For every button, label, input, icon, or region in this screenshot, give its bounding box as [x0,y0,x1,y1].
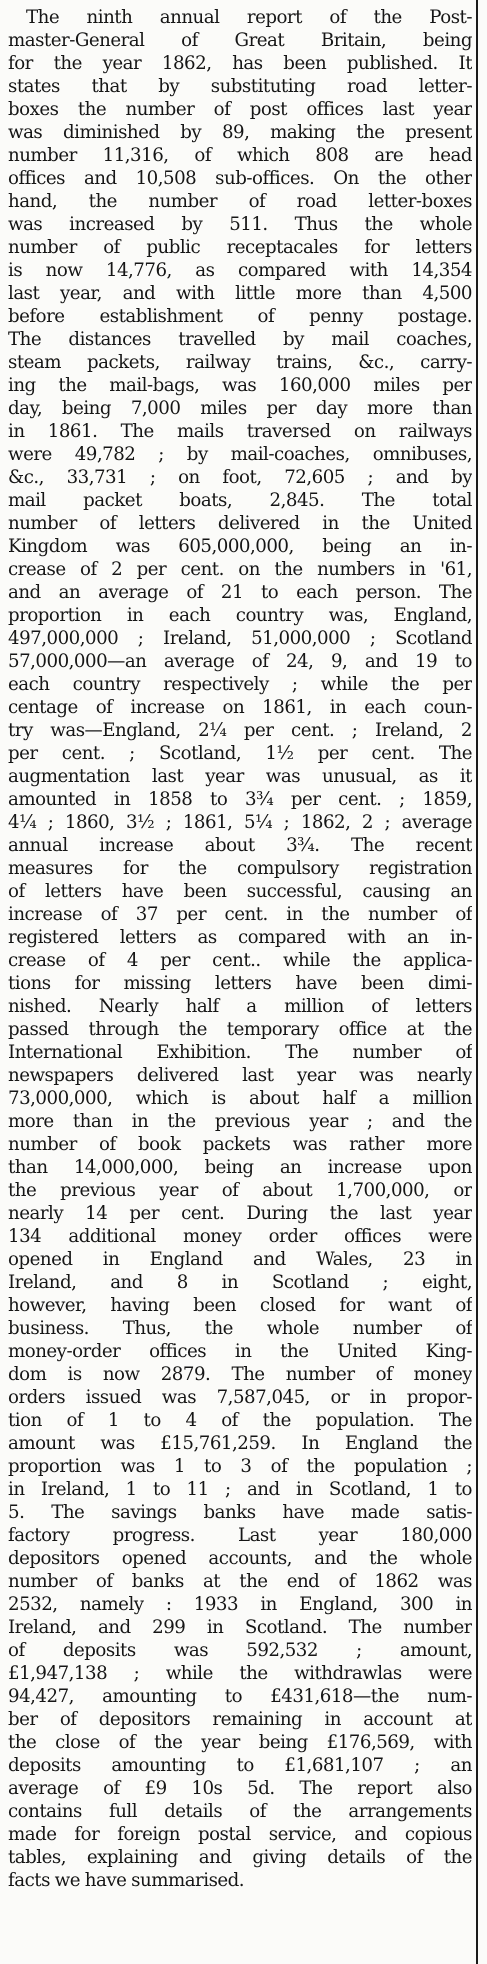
article-line: ber of depositors remaining in account at [8,1709,472,1730]
article-line: of deposits was 592,532 ; amount, [8,1640,472,1661]
article-line: The ninth annual report of the Post- [26,7,472,28]
article-line: £1,947,138 ; while the withdrawlas were [8,1663,472,1684]
article-line: measures for the compulsory registration [8,858,472,879]
article-line: before establishment of penny postage. [8,306,472,327]
article-line: increase of 37 per cent. in the number of [8,904,472,925]
article-line: deposits amounting to £1,681,107 ; an [8,1755,472,1776]
article-line: average of £9 10s 5d. The report also [8,1778,472,1799]
column-rule [476,0,478,1964]
article-line: number of book packets was rather more [8,1134,472,1155]
article-line: is now 14,776, as compared with 14,354 [8,260,472,281]
article-line: newspapers delivered last year was nearly [8,1065,472,1086]
article-line: amount was £15,761,259. In England the [8,1433,472,1454]
article-line: number of letters delivered in the United [8,513,472,534]
article-line: made for foreign postal service, and copious [8,1824,472,1845]
article-line: 2532, namely : 1933 in England, 300 in [8,1594,472,1615]
article-line: number 11,316, of which 808 are head [8,145,472,166]
article-line: registered letters as compared with an in- [8,927,472,948]
article-line: 73,000,000, which is about half a million [8,1088,472,1109]
article-line: boxes the number of post offices last year [8,99,472,120]
article-line: the previous year of about 1,700,000, or [8,1180,472,1201]
article-line: 5. The savings banks have made satis- [8,1502,472,1523]
article-line: per cent. ; Scotland, 1½ per cent. The [8,743,472,764]
article-line: each country respectively ; while the per [8,674,472,695]
article-line: passed through the temporary office at the [8,1019,472,1040]
article-line: International Exhibition. The number of [8,1042,472,1063]
article-line: Kingdom was 605,000,000, being an in- [8,536,472,557]
article-line: mail packet boats, 2,845. The total [8,490,472,511]
article-line: however, having been closed for want of [8,1295,472,1316]
article-line: tables, explaining and giving details of the [8,1847,472,1868]
article-line: states that by substituting road letter- [8,76,472,97]
article-line: factory progress. Last year 180,000 [8,1525,472,1546]
article-line: last year, and with little more than 4,500 [8,283,472,304]
article-line: 94,427, amounting to £431,618—the num- [8,1686,472,1707]
article-line: ing the mail-bags, was 160,000 miles per [8,375,472,396]
article-body [8,6,472,1892]
article-line: master-General of Great Britain, being [8,30,472,51]
article-line: number of public receptacales for letters [8,237,472,258]
article-line: was diminished by 89, making the present [8,122,472,143]
article-line: proportion was 1 to 3 of the population ; [8,1456,472,1477]
article-line: number of banks at the end of 1862 was [8,1571,472,1592]
article-line: steam packets, railway trains, &c., carry- [8,352,472,373]
article-line: 57,000,000—an average of 24, 9, and 19 to [8,651,472,672]
article-line: crease of 4 per cent.. while the applica- [8,950,472,971]
article-line: money-order offices in the United King- [8,1341,472,1362]
article-line: &c., 33,731 ; on foot, 72,605 ; and by [8,467,472,488]
article-line: depositors opened accounts, and the whole [8,1548,472,1569]
article-line: facts we have summarised. [8,1870,245,1891]
article-line: amounted in 1858 to 3¾ per cent. ; 1859, [8,789,472,810]
article-line: 4¼ ; 1860, 3½ ; 1861, 5¼ ; 1862, 2 ; average [8,812,472,833]
article-line: nearly 14 per cent. During the last year [8,1203,472,1224]
article-line: in Ireland, 1 to 11 ; and in Scotland, 1 to [8,1479,472,1500]
article-line: augmentation last year was unusual, as it [8,766,472,787]
article-line: was increased by 511. Thus the whole [8,214,472,235]
article-line: were 49,782 ; by mail-coaches, omnibuses, [8,444,472,465]
article-line: Ireland, and 299 in Scotland. The number [8,1617,472,1638]
article-line: Ireland, and 8 in Scotland ; eight, [8,1272,472,1293]
article-line: tion of 1 to 4 of the population. The [8,1410,472,1431]
article-line: contains full details of the arrangements [8,1801,472,1822]
article-line: offices and 10,508 sub-offices. On the other [8,168,472,189]
article-line: for the year 1862, has been published. It [8,53,472,74]
article-line: than 14,000,000, being an increase upon [8,1157,472,1178]
article-line: dom is now 2879. The number of money [8,1364,472,1385]
article-line: nished. Nearly half a million of letters [8,996,472,1017]
article-line: proportion in each country was, England, [8,605,472,626]
article-line: opened in England and Wales, 23 in [8,1249,472,1270]
article-line: crease of 2 per cent. on the numbers in '61, [8,559,472,580]
article-line: the close of the year being £176,569, with [8,1732,472,1753]
article-line: The distances travelled by mail coaches, [8,329,472,350]
article-line: try was—England, 2¼ per cent. ; Ireland, 2 [8,720,472,741]
article-line: of letters have been successful, causing an [8,881,472,902]
article-line: and an average of 21 to each person. The [8,582,472,603]
article-line: annual increase about 3¾. The recent [8,835,472,856]
article-line: day, being 7,000 miles per day more than [8,398,472,419]
article-line: 497,000,000 ; Ireland, 51,000,000 ; Scotland [8,628,472,649]
article-line: orders issued was 7,587,045, or in propor- [8,1387,472,1408]
article-line: centage of increase on 1861, in each coun- [8,697,472,718]
article-line: more than in the previous year ; and the [8,1111,472,1132]
article-line: business. Thus, the whole number of [8,1318,472,1339]
article-line: hand, the number of road letter-boxes [8,191,472,212]
article-line: tions for missing letters have been dimi- [8,973,472,994]
article-line: 134 additional money order offices were [8,1226,472,1247]
article-line: in 1861. The mails traversed on railways [8,421,472,442]
